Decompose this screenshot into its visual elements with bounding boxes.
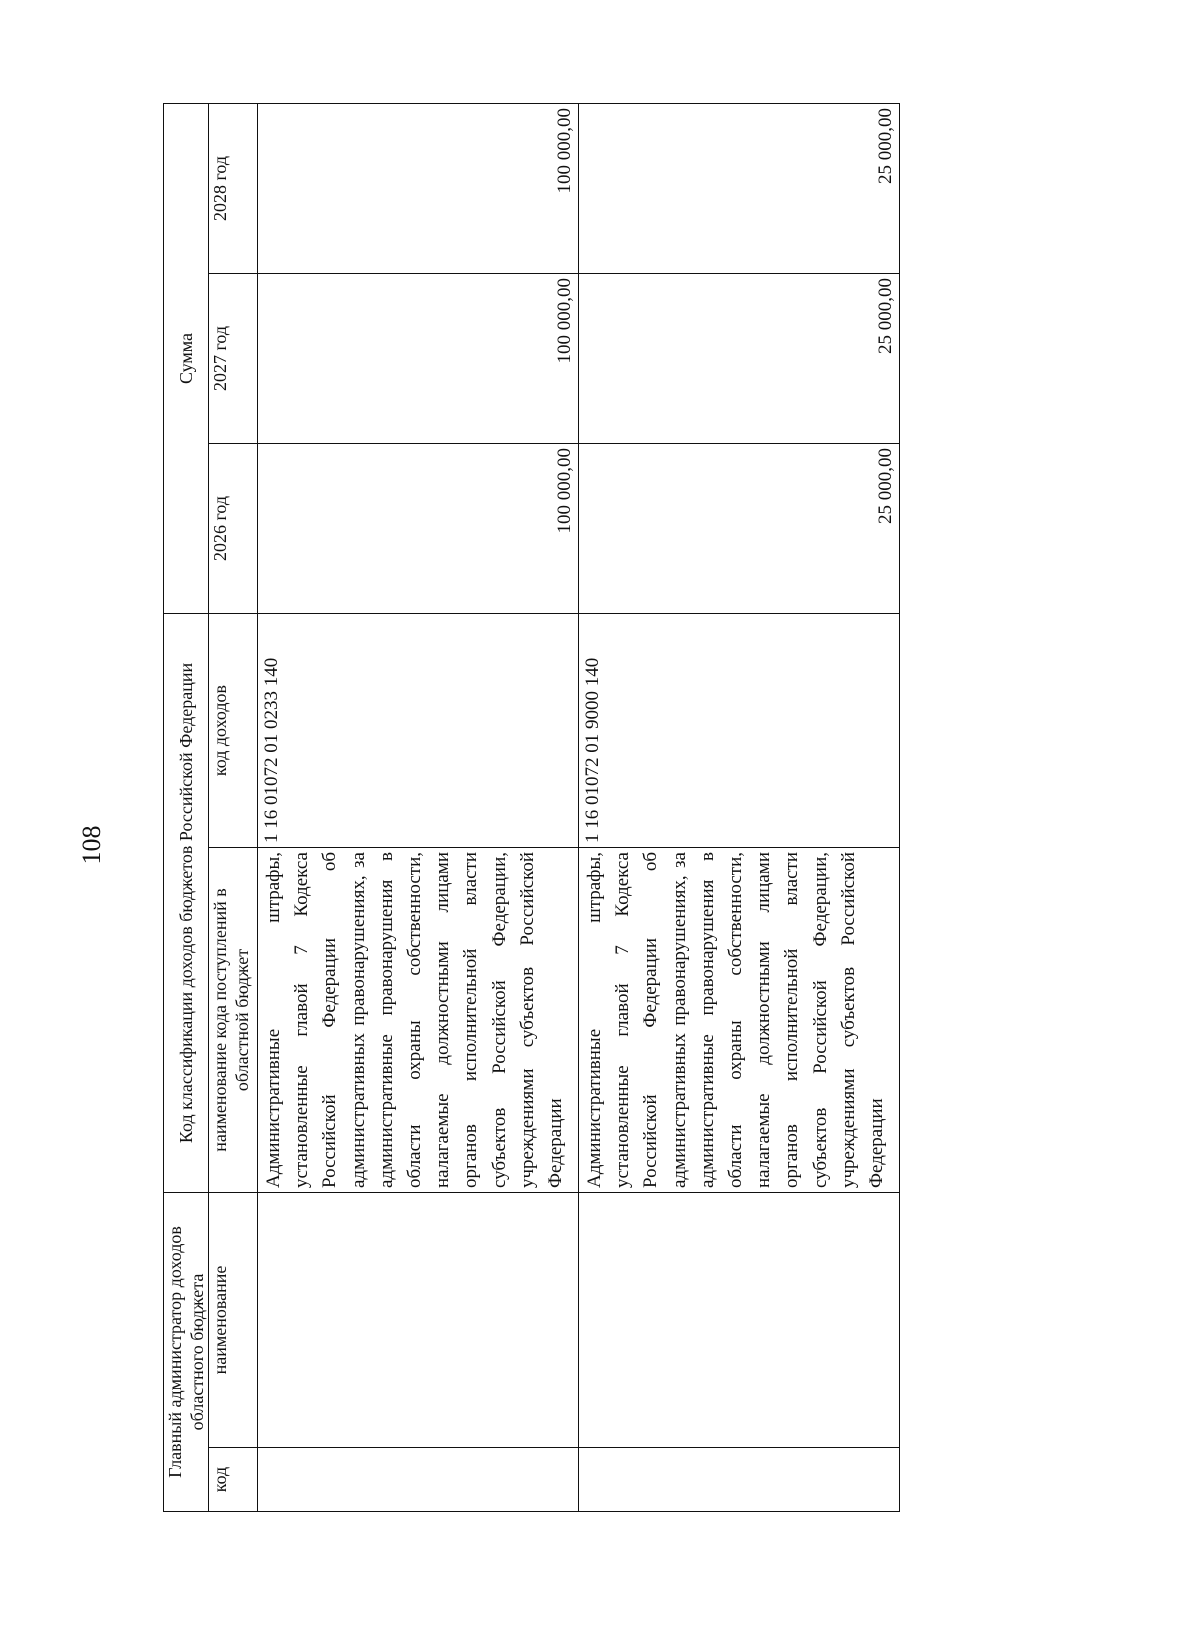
revenue-table [163, 103, 900, 1512]
cell-sum-2026: 25 000,00 [579, 444, 900, 614]
header-income-code: код доходов [209, 614, 258, 848]
revenue-table-container [163, 104, 900, 1512]
header-2027: 2027 год [209, 274, 258, 444]
cell-admin-name [258, 1193, 579, 1448]
header-code: код [209, 1448, 258, 1512]
header-row-groups [164, 103, 209, 1511]
cell-admin-name [579, 1193, 900, 1448]
header-row-columns [209, 103, 258, 1511]
cell-admin-code [579, 1448, 900, 1512]
header-admin-group: Главный администратор доходов областного бюджета [164, 1193, 209, 1512]
cell-income-code: 1 16 01072 01 0233 140 [258, 614, 579, 848]
table-row [579, 103, 900, 1511]
cell-sum-2027: 25 000,00 [579, 274, 900, 444]
cell-admin-code [258, 1448, 579, 1512]
cell-income-code: 1 16 01072 01 9000 140 [579, 614, 900, 848]
header-2028: 2028 год [209, 103, 258, 273]
header-sum-group: Сумма [164, 103, 209, 613]
header-income-name: наименование кода поступлений в областной бюджет [209, 848, 258, 1193]
cell-income-name: Административные штрафы, установленные главой 7 Кодекса Российской Федерации об административных правонарушениях, за административные правонарушения в области охраны собственности, налагаемые должностными лицами органов исполнительной власти субъектов Российской Федерации, учреждениями субъектов Российской Федерации [258, 848, 579, 1193]
page-number: 108 [77, 825, 106, 865]
header-name: наименование [209, 1193, 258, 1448]
header-2026: 2026 год [209, 444, 258, 614]
table-row [258, 103, 579, 1511]
cell-sum-2028: 100 000,00 [258, 103, 579, 273]
header-classification-group: Код классификации доходов бюджетов Российской Федерации [164, 614, 209, 1193]
cell-income-name: Административные штрафы, установленные главой 7 Кодекса Российской Федерации об административных правонарушениях, за административные правонарушения в области охраны собственности, налагаемые должностными лицами органов исполнительной власти субъектов Российской Федерации, учреждениями субъектов Российской Федерации [579, 848, 900, 1193]
cell-sum-2027: 100 000,00 [258, 274, 579, 444]
rotated-table [163, 104, 900, 1512]
cell-sum-2026: 100 000,00 [258, 444, 579, 614]
cell-sum-2028: 25 000,00 [579, 103, 900, 273]
